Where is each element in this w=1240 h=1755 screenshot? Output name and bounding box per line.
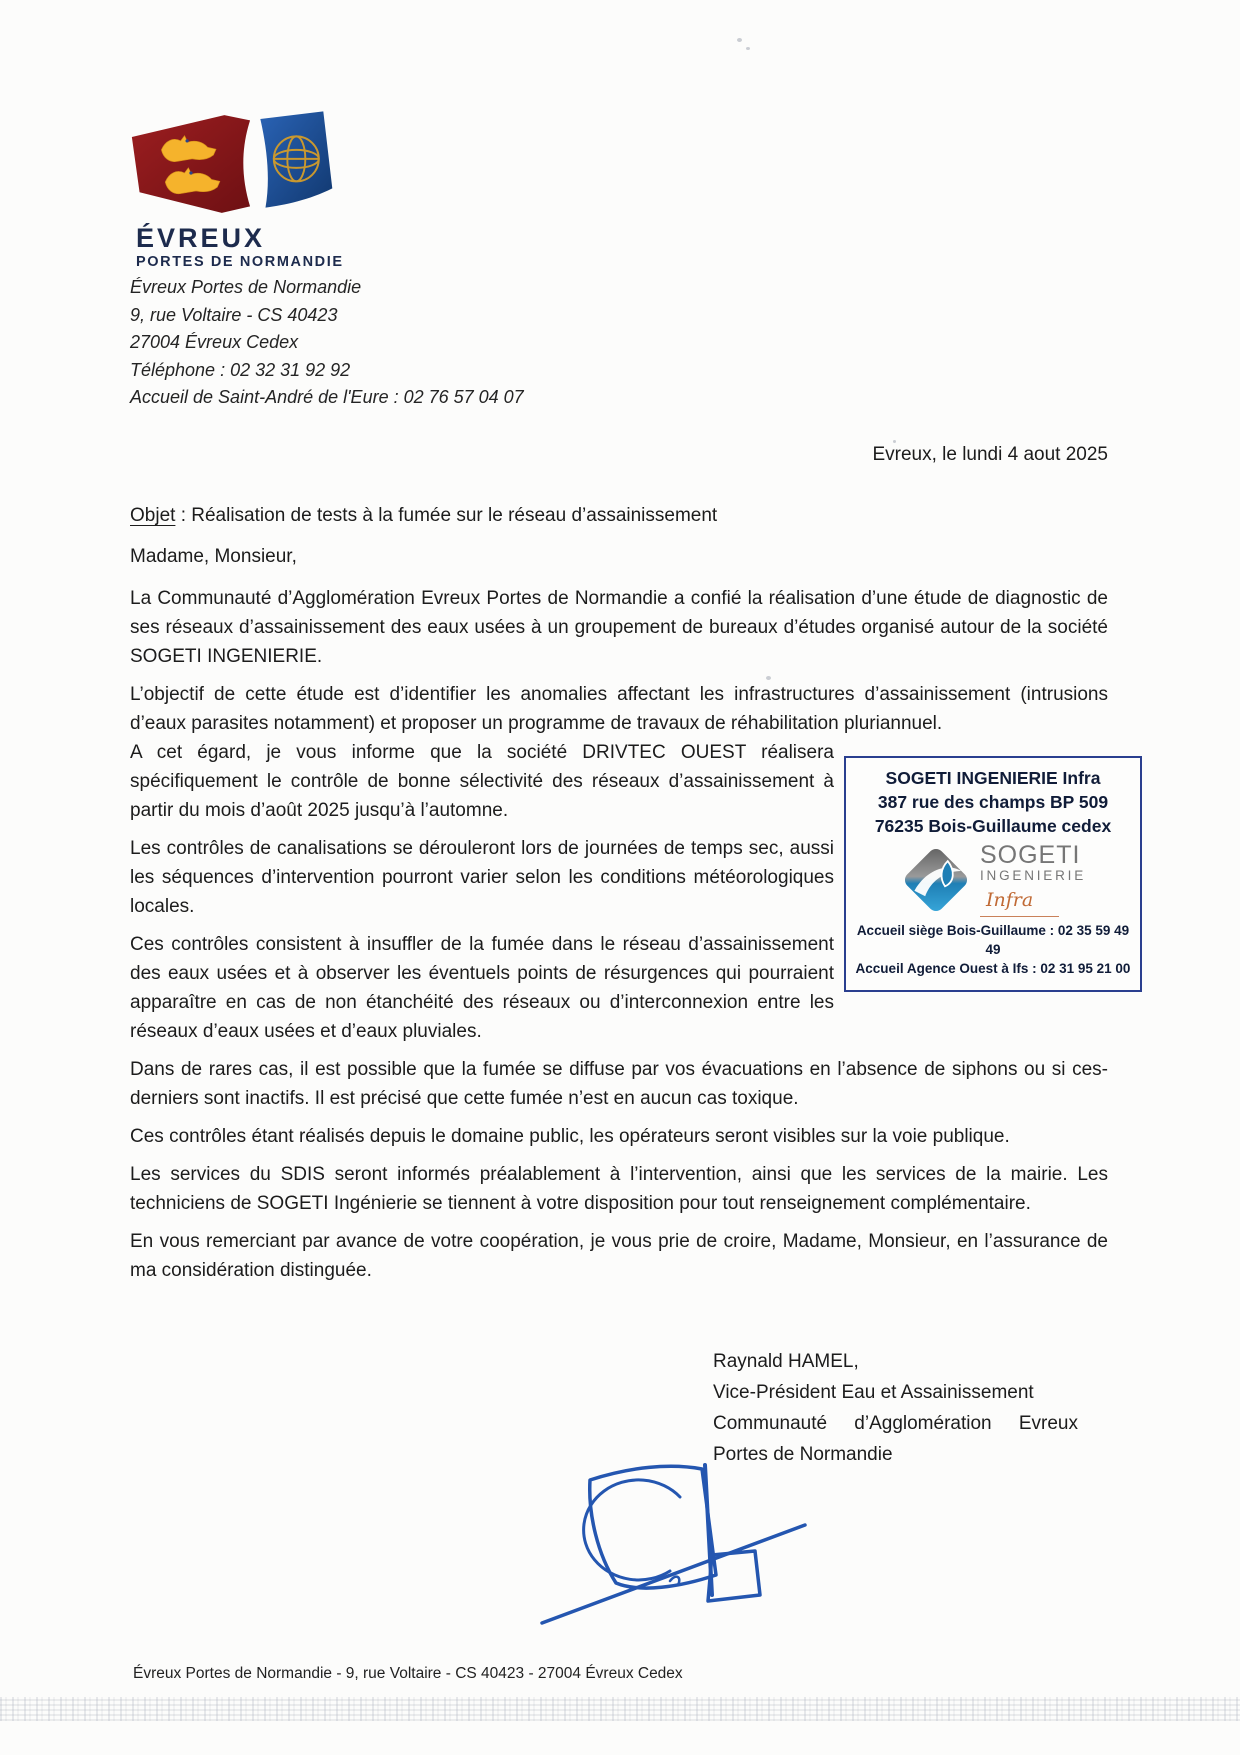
org-name-line1: ÉVREUX	[136, 223, 266, 253]
signer-title: Vice-Président Eau et Assainissement	[713, 1382, 1034, 1403]
date-line: Evreux, le lundi 4 aout 2025	[872, 444, 1108, 465]
signer-name: Raynald HAMEL,	[713, 1351, 859, 1372]
paragraph: Les contrôles de canalisations se dérouleront lors de journées de temps sec, aussi les séquences d’intervention pourront varier selon les conditions météorologiques locales.	[130, 838, 834, 917]
scan-noise-band	[0, 1697, 1240, 1721]
address-line: 9, rue Voltaire - CS 40423	[130, 304, 338, 325]
signature-scribble	[520, 1455, 840, 1635]
signature-block	[713, 1346, 1108, 1470]
paragraph: A cet égard, je vous informe que la société DRIVTEC OUEST réalisera spécifiquement le contrôle de bonne sélectivité des réseaux d’assainissement à partir du mois d’août 2025 jusqu’à l’automne.	[130, 742, 834, 821]
paragraph: L’objectif de cette étude est d’identifier les anomalies affectant les infrastructures d’assainissement (intrusions d’eaux parasites notamment) et proposer un programme de travaux de réhabilitation pluriannuel.	[130, 684, 1108, 734]
scan-speck	[737, 38, 742, 42]
sogeti-infra-script: Infra	[980, 886, 1059, 917]
scan-speck	[746, 47, 750, 50]
globe-panel	[260, 111, 332, 207]
sogeti-phone-1: Accueil siège Bois-Guillaume : 02 35 59 49 49	[856, 923, 1130, 957]
address-line: Évreux Portes de Normandie	[130, 277, 362, 297]
subject-text: : Réalisation de tests à la fumée sur le réseau d’assainissement	[175, 505, 718, 526]
paragraph: Ces contrôles étant réalisés depuis le domaine public, les opérateurs seront visibles sur la voie publique.	[130, 1126, 1010, 1147]
sogeti-logo	[852, 843, 1134, 917]
paragraph: Ces contrôles consistent à insuffler de la fumée dans le réseau d’assainissement des eaux usées et à observer les éventuels points de résurgences qui pourraient apparaître en cas de non étanchéité des réseaux ou d’interconnexion entre les réseaux d’eaux usées et d’eaux pluviales.	[130, 934, 834, 1042]
subject-label: Objet	[130, 505, 176, 526]
sogeti-box-title: SOGETI INGENIERIE Infra	[885, 768, 1101, 788]
sogeti-diamond-logo	[900, 844, 972, 916]
salutation: Madame, Monsieur,	[130, 546, 297, 567]
address-line: 27004 Évreux Cedex	[130, 332, 299, 352]
sogeti-wordmark-line2: INGENIERIE	[979, 868, 1086, 883]
sogeti-wordmark-line1: SOGETI	[979, 841, 1081, 869]
letterhead-address	[130, 274, 524, 412]
address-line: Accueil de Saint-André de l'Eure : 02 76 57 04 07	[130, 387, 524, 407]
org-name	[136, 224, 344, 271]
paragraph: Les services du SDIS seront informés préalablement à l’intervention, ainsi que les services de la mairie. Les techniciens de SOGETI Ingénierie se tiennent à votre disposition pour tout renseignement complémentaire.	[130, 1164, 1108, 1214]
subject-line	[130, 501, 1108, 530]
paragraph: Dans de rares cas, il est possible que la fumée se diffuse par vos évacuations en l’absence de siphons ou si ces-derniers sont inactifs. Il est précisé que cette fumée n’est en aucun cas toxique.	[130, 1059, 1108, 1109]
org-name-line2: PORTES DE NORMANDIE	[136, 254, 344, 271]
sogeti-info-box	[844, 756, 1142, 992]
sogeti-phone-2: Accueil Agence Ouest à Ifs : 02 31 95 21 00	[855, 961, 1131, 976]
footer-address: Évreux Portes de Normandie - 9, rue Voltaire - CS 40423 - 27004 Évreux Cedex	[133, 1665, 683, 1682]
signer-org-line2: Portes de Normandie	[713, 1444, 893, 1465]
letter-body	[130, 443, 1131, 1470]
paragraph: La Communauté d’Agglomération Evreux Portes de Normandie a confié la réalisation d’une étude de diagnostic de ses réseaux d’assainissement des eaux usées à un groupement de bureaux d’études organisé autour de la société SOGETI INGENIERIE.	[130, 588, 1108, 667]
signer-org-line1: Communauté d’Agglomération Evreux	[713, 1413, 1078, 1434]
address-line: Téléphone : 02 32 31 92 92	[130, 359, 351, 380]
normandy-lions-panel	[132, 115, 250, 213]
sogeti-wordmark	[980, 843, 1086, 917]
paragraph: En vous remerciant par avance de votre coopération, je vous prie de croire, Madame, Monsieur, en l’assurance de ma considération distinguée.	[130, 1231, 1108, 1281]
scan-speck	[893, 440, 896, 443]
scan-speck	[766, 676, 771, 680]
sogeti-box-address-1: 387 rue des champs BP 509	[877, 792, 1109, 812]
evreux-portes-normandie-logo	[128, 106, 340, 222]
sogeti-box-address-2: 76235 Bois-Guillaume cedex	[874, 816, 1112, 836]
